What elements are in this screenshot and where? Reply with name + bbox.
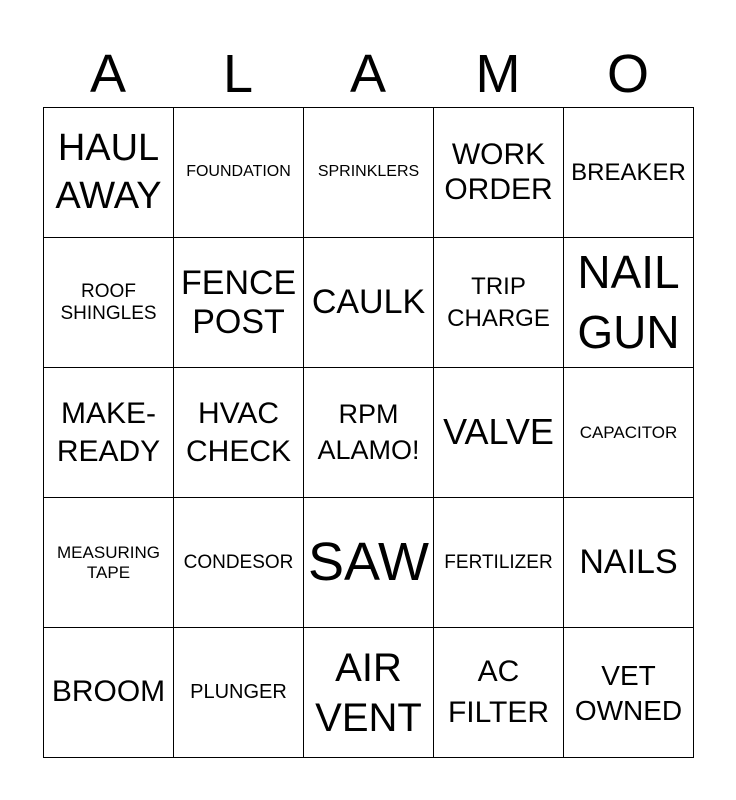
cell-text: AIR VENT: [315, 645, 422, 740]
cell-text: NAIL GUN: [577, 245, 680, 358]
bingo-cell[interactable]: [304, 368, 434, 498]
cell-text: HAUL AWAY: [55, 127, 162, 217]
bingo-cell[interactable]: [44, 108, 174, 238]
cell-text: ROOF SHINGLES: [60, 280, 157, 324]
cell-text: CAULK: [311, 283, 426, 322]
header-letter-a: A: [89, 44, 127, 104]
header-letter-a2: A: [349, 44, 387, 104]
bingo-cell[interactable]: [564, 368, 694, 498]
bingo-cell[interactable]: [434, 628, 564, 758]
cell-text: HVAC CHECK: [185, 397, 291, 468]
bingo-cell[interactable]: [434, 498, 564, 628]
bingo-header: [43, 40, 693, 108]
cell-text: MAKE-READY: [56, 397, 161, 468]
bingo-cell[interactable]: [44, 628, 174, 758]
bingo-cell[interactable]: [174, 238, 304, 368]
bingo-cell[interactable]: [44, 498, 174, 628]
bingo-cell[interactable]: [304, 498, 434, 628]
bingo-cell[interactable]: [434, 238, 564, 368]
cell-text: BROOM: [51, 675, 166, 709]
bingo-cell[interactable]: [434, 368, 564, 498]
cell-text: FOUNDATION: [186, 163, 291, 181]
cell-text: WORK ORDER: [444, 138, 553, 206]
bingo-cell[interactable]: [44, 368, 174, 498]
bingo-cell[interactable]: [564, 238, 694, 368]
bingo-cell[interactable]: [174, 108, 304, 238]
cell-text: FERTILIZER: [444, 551, 553, 573]
cell-text: FENCE POST: [181, 264, 297, 341]
cell-text: PLUNGER: [190, 681, 287, 703]
cell-text: VALVE: [443, 411, 554, 453]
bingo-cell[interactable]: [44, 238, 174, 368]
bingo-cell[interactable]: [174, 628, 304, 758]
cell-text: TRIP CHARGE: [447, 273, 550, 332]
cell-text: MEASURING TAPE: [57, 542, 160, 582]
cell-text: NAILS: [579, 543, 678, 582]
bingo-cell[interactable]: [304, 108, 434, 238]
bingo-cell[interactable]: [564, 628, 694, 758]
cell-text: SAW: [308, 532, 429, 593]
bingo-cell[interactable]: [304, 238, 434, 368]
bingo-cell[interactable]: [304, 628, 434, 758]
cell-text: SPRINKLERS: [317, 163, 420, 181]
cell-text: BREAKER: [571, 158, 686, 186]
cell-text: AC FILTER: [447, 655, 550, 729]
cell-text: RPM ALAMO!: [317, 399, 420, 465]
bingo-cell[interactable]: [174, 368, 304, 498]
bingo-cell[interactable]: [174, 498, 304, 628]
bingo-cell[interactable]: [434, 108, 564, 238]
header-letter-m: M: [475, 44, 521, 104]
header-letter-l: L: [222, 44, 254, 104]
header-letter-o: O: [606, 44, 649, 104]
cell-text: VET OWNED: [574, 659, 683, 726]
bingo-grid: [43, 107, 694, 758]
bingo-cell[interactable]: [564, 498, 694, 628]
cell-text: CONDESOR: [183, 551, 294, 573]
cell-text: CAPACITOR: [579, 422, 678, 442]
bingo-cell[interactable]: [564, 108, 694, 238]
